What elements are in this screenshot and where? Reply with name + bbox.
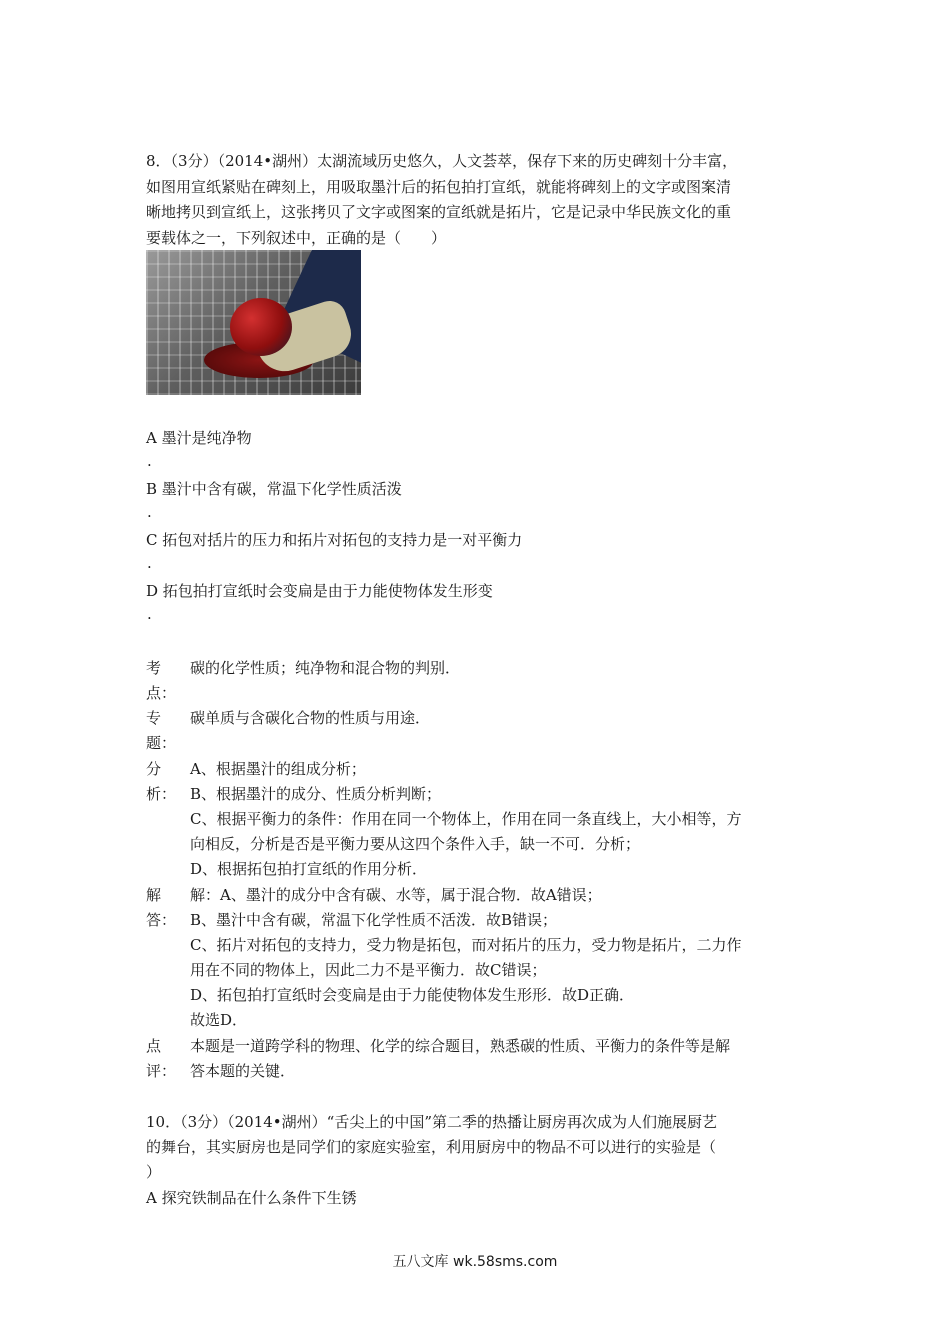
jieda-line: B、墨汁中含有碳，常温下化学性质不活泼．故B错误； [190, 911, 558, 929]
question-10-option-a: A 探究铁制品在什么条件下生锈 [146, 1189, 357, 1207]
option-dot: . [147, 605, 152, 623]
option-dot: . [147, 554, 152, 572]
jieda-label-2: 答： [146, 911, 177, 929]
question-10-line: ） [146, 1163, 162, 1181]
jieda-line: D、拓包拍打宣纸时会变扁是由于力能使物体发生形形．故D正确． [190, 986, 635, 1004]
jieda-line: C、拓片对拓包的支持力，受力物是拓包，而对拓片的压力，受力物是拓片，二力作 [190, 936, 742, 954]
dianping-label-1: 点 [146, 1037, 162, 1055]
question-8-line: 晰地拷贝到宣纸上，这张拷贝了文字或图案的宣纸就是拓片，它是记录中华民族文化的重 [146, 203, 732, 221]
fenxi-line: A、根据墨汁的组成分析； [190, 760, 366, 778]
fenxi-line: D、根据拓包拍打宣纸的作用分析． [190, 860, 428, 878]
jieda-line: 用在不同的物体上，因此二力不是平衡力．故C错误； [190, 961, 547, 979]
kaodian-label-1: 考 [146, 659, 162, 677]
option-d: D 拓包拍打宣纸时会变扁是由于力能使物体发生形变 [146, 582, 493, 600]
rubbing-photo [146, 250, 361, 395]
option-b: B 墨汁中含有碳，常温下化学性质活泼 [146, 480, 402, 498]
question-8-line: 如图用宣纸紧贴在碑刻上，用吸取墨汁后的拓包拍打宣纸，就能将碑刻上的文字或图案清 [146, 177, 732, 196]
zhuanti-text: 碳单质与含碳化合物的性质与用途． [190, 709, 431, 727]
fenxi-line: 向相反，分析是否是平衡力要从这四个条件入手，缺一不可．分析； [190, 835, 641, 853]
jieda-line: 解：A、墨汁的成分中含有碳、水等，属于混合物．故A错误； [190, 886, 602, 904]
fenxi-line: B、根据墨汁的成分、性质分析判断； [190, 785, 442, 803]
option-dot: . [147, 503, 152, 521]
fenxi-line: C、根据平衡力的条件：作用在同一个物体上，作用在同一条直线上，大小相等，方 [190, 810, 742, 828]
fenxi-label-1: 分 [146, 760, 162, 778]
jieda-line: 故选D． [190, 1011, 248, 1029]
jieda-label-1: 解 [146, 886, 162, 904]
rubbing-ball [230, 298, 292, 356]
dianping-line: 本题是一道跨学科的物理、化学的综合题目，熟悉碳的性质、平衡力的条件等是解 [190, 1037, 731, 1055]
option-a: A 墨汁是纯净物 [146, 429, 252, 447]
fenxi-label-2: 析： [146, 785, 177, 803]
zhuanti-label-1: 专 [146, 709, 162, 727]
kaodian-text: 碳的化学性质；纯净物和混合物的判别． [190, 659, 461, 677]
kaodian-label-2: 点： [146, 684, 177, 702]
question-10-line: 的舞台，其实厨房也是同学们的家庭实验室，利用厨房中的物品不可以进行的实验是（ [146, 1138, 717, 1156]
option-dot: . [147, 452, 152, 470]
question-10-line: 10．（3分）（2014•湖州）“舌尖上的中国”第二季的热播让厨房再次成为人们施展厨艺 [146, 1113, 717, 1131]
footer-watermark: 五八文库 wk.58sms.com [392, 1254, 558, 1270]
question-8-stem [146, 149, 806, 251]
question-8-line: 8．（3分）（2014•湖州）太湖流域历史悠久，人文荟萃，保存下来的历史碑刻十分丰富， [146, 152, 738, 170]
dianping-label-2: 评： [146, 1062, 177, 1080]
zhuanti-label-2: 题： [146, 734, 177, 752]
dianping-line: 答本题的关键． [190, 1062, 296, 1080]
option-c: C 拓包对括片的压力和拓片对拓包的支持力是一对平衡力 [146, 531, 523, 549]
question-8-line: 要载体之一，下列叙述中，正确的是（ ） [146, 228, 447, 247]
